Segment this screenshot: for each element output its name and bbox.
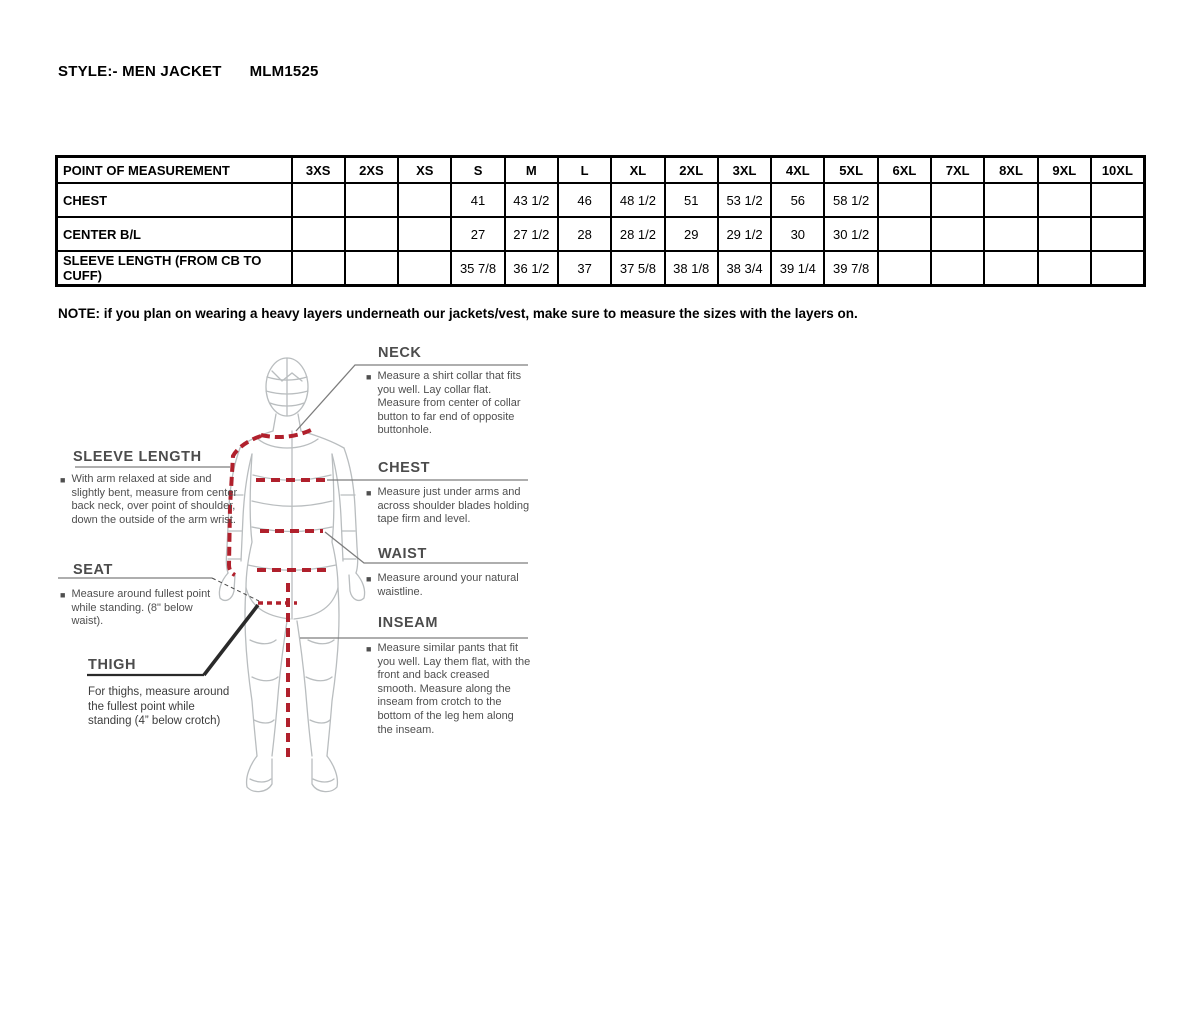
column-header-size-6xl: 6XL xyxy=(878,157,931,184)
chest-description: Measure just under arms and across shoulder blades holding tape firm and level. xyxy=(377,486,530,526)
measurement-cell: 51 xyxy=(665,183,718,217)
measurement-cell xyxy=(1091,217,1144,251)
measurement-cell xyxy=(292,251,345,286)
measurement-cell xyxy=(984,183,1037,217)
seat-heading: SEAT xyxy=(73,562,113,578)
measurement-cell xyxy=(292,217,345,251)
measurement-cell xyxy=(1091,251,1144,286)
bullet-icon: ■ xyxy=(366,488,372,498)
column-header-size-5xl: 5XL xyxy=(824,157,877,184)
measurement-cell: 41 xyxy=(451,183,504,217)
column-header-size-4xl: 4XL xyxy=(771,157,824,184)
measurement-cell: 30 1/2 xyxy=(824,217,877,251)
measurement-cell xyxy=(345,183,398,217)
measurement-cell xyxy=(398,217,451,251)
sleeve-length-description: With arm relaxed at side and slightly bent, measure from center back neck, over point of shoulder, down the outside of the arm wrist. xyxy=(71,473,238,526)
page-title xyxy=(58,63,319,80)
measurement-cell: 30 xyxy=(771,217,824,251)
measurement-cell xyxy=(1038,251,1091,286)
measurement-cell xyxy=(931,251,984,286)
measurement-cell: 27 1/2 xyxy=(505,217,558,251)
thigh-description: For thighs, measure around the fullest point while standing (4” below crotch) xyxy=(88,686,230,727)
bullet-icon: ■ xyxy=(366,644,372,654)
measurement-cell xyxy=(931,183,984,217)
bullet-icon: ■ xyxy=(60,475,66,485)
measurement-cell xyxy=(1038,217,1091,251)
measurement-cell xyxy=(345,251,398,286)
measurement-cell: 37 xyxy=(558,251,611,286)
measurement-cell: 46 xyxy=(558,183,611,217)
column-header-size-2xs: 2XS xyxy=(345,157,398,184)
section-inseam xyxy=(366,615,548,737)
measurement-cell xyxy=(984,217,1037,251)
size-chart-table-wrap xyxy=(55,155,1143,287)
thigh-heading: THIGH xyxy=(88,657,137,673)
bullet-icon: ■ xyxy=(60,590,66,600)
measurement-cell: 53 1/2 xyxy=(718,183,771,217)
neck-measure-line xyxy=(261,430,311,437)
size-chart-table xyxy=(55,155,1146,287)
measurement-cell xyxy=(292,183,345,217)
measurement-cell: 56 xyxy=(771,183,824,217)
section-sleeve-length xyxy=(60,449,258,527)
chest-heading: CHEST xyxy=(378,460,431,476)
column-header-size-xl: XL xyxy=(611,157,664,184)
column-header-size-8xl: 8XL xyxy=(984,157,1037,184)
column-header-size-xs: XS xyxy=(398,157,451,184)
row-label: CHEST xyxy=(57,183,292,217)
measurement-cell: 58 1/2 xyxy=(824,183,877,217)
column-header-point-of-measurement: POINT OF MEASUREMENT xyxy=(57,157,292,184)
inseam-heading: INSEAM xyxy=(378,615,438,631)
measurement-cell: 28 xyxy=(558,217,611,251)
measurement-cell: 48 1/2 xyxy=(611,183,664,217)
size-table-header xyxy=(57,157,1145,184)
column-header-size-l: L xyxy=(558,157,611,184)
measurement-cell: 28 1/2 xyxy=(611,217,664,251)
column-header-size-3xl: 3XL xyxy=(718,157,771,184)
bullet-icon: ■ xyxy=(366,574,372,584)
measurement-cell: 35 7/8 xyxy=(451,251,504,286)
sleeve-length-heading: SLEEVE LENGTH xyxy=(73,449,202,465)
column-header-size-9xl: 9XL xyxy=(1038,157,1091,184)
measurement-cell: 27 xyxy=(451,217,504,251)
inseam-description: Measure similar pants that fit you well. Lay them flat, with the front and back creased smooth. Measure along the inseam from crotch to the bottom of the leg hem along the inseam. xyxy=(377,642,531,736)
note-text: NOTE: if you plan on wearing a heavy layers underneath our jackets/vest, make sure to measure the sizes with the layers on. xyxy=(58,306,858,321)
column-header-size-10xl: 10XL xyxy=(1091,157,1144,184)
waist-description: Measure around your natural waistline. xyxy=(377,572,519,598)
style-code: MLM1525 xyxy=(249,63,319,80)
column-header-size-7xl: 7XL xyxy=(931,157,984,184)
measurement-cell xyxy=(1038,183,1091,217)
measurement-cell: 39 1/4 xyxy=(771,251,824,286)
measurement-cell xyxy=(398,251,451,286)
neck-description: Measure a shirt collar that fits you well. Lay collar flat. Measure from center of collar button to far end of opposite buttonhole. xyxy=(377,370,522,437)
measurement-cell: 29 1/2 xyxy=(718,217,771,251)
style-label: STYLE:- MEN JACKET xyxy=(58,63,222,80)
measurement-cell: 38 1/8 xyxy=(665,251,718,286)
measurement-cell: 36 1/2 xyxy=(505,251,558,286)
bullet-icon: ■ xyxy=(366,372,372,382)
measurement-cell xyxy=(878,183,931,217)
measurement-cell xyxy=(878,217,931,251)
measurement-diagram xyxy=(0,335,1200,815)
measurement-cell: 43 1/2 xyxy=(505,183,558,217)
section-seat xyxy=(60,562,248,629)
waist-heading: WAIST xyxy=(378,546,427,562)
measurement-cell xyxy=(398,183,451,217)
table-row xyxy=(57,183,1145,217)
measurement-cell xyxy=(878,251,931,286)
section-chest xyxy=(366,460,548,527)
column-header-size-m: M xyxy=(505,157,558,184)
column-header-size-3xs: 3XS xyxy=(292,157,345,184)
neck-heading: NECK xyxy=(378,345,422,361)
measurement-cell: 39 7/8 xyxy=(824,251,877,286)
seat-description: Measure around fullest point while standing. (8" below waist). xyxy=(71,588,211,628)
measurement-cell: 29 xyxy=(665,217,718,251)
column-header-size-2xl: 2XL xyxy=(665,157,718,184)
measurement-cell xyxy=(345,217,398,251)
measurement-cell xyxy=(1091,183,1144,217)
row-label: CENTER B/L xyxy=(57,217,292,251)
table-row xyxy=(57,251,1145,286)
row-label: SLEEVE LENGTH (FROM CB TO CUFF) xyxy=(57,251,292,286)
column-header-size-s: S xyxy=(451,157,504,184)
section-waist xyxy=(366,546,548,599)
section-neck xyxy=(366,345,548,438)
measurement-cell xyxy=(931,217,984,251)
measurement-cell: 38 3/4 xyxy=(718,251,771,286)
table-row xyxy=(57,217,1145,251)
size-table-body xyxy=(57,183,1145,286)
measurement-cell xyxy=(984,251,1037,286)
measurement-cell: 37 5/8 xyxy=(611,251,664,286)
section-thigh xyxy=(88,657,248,729)
